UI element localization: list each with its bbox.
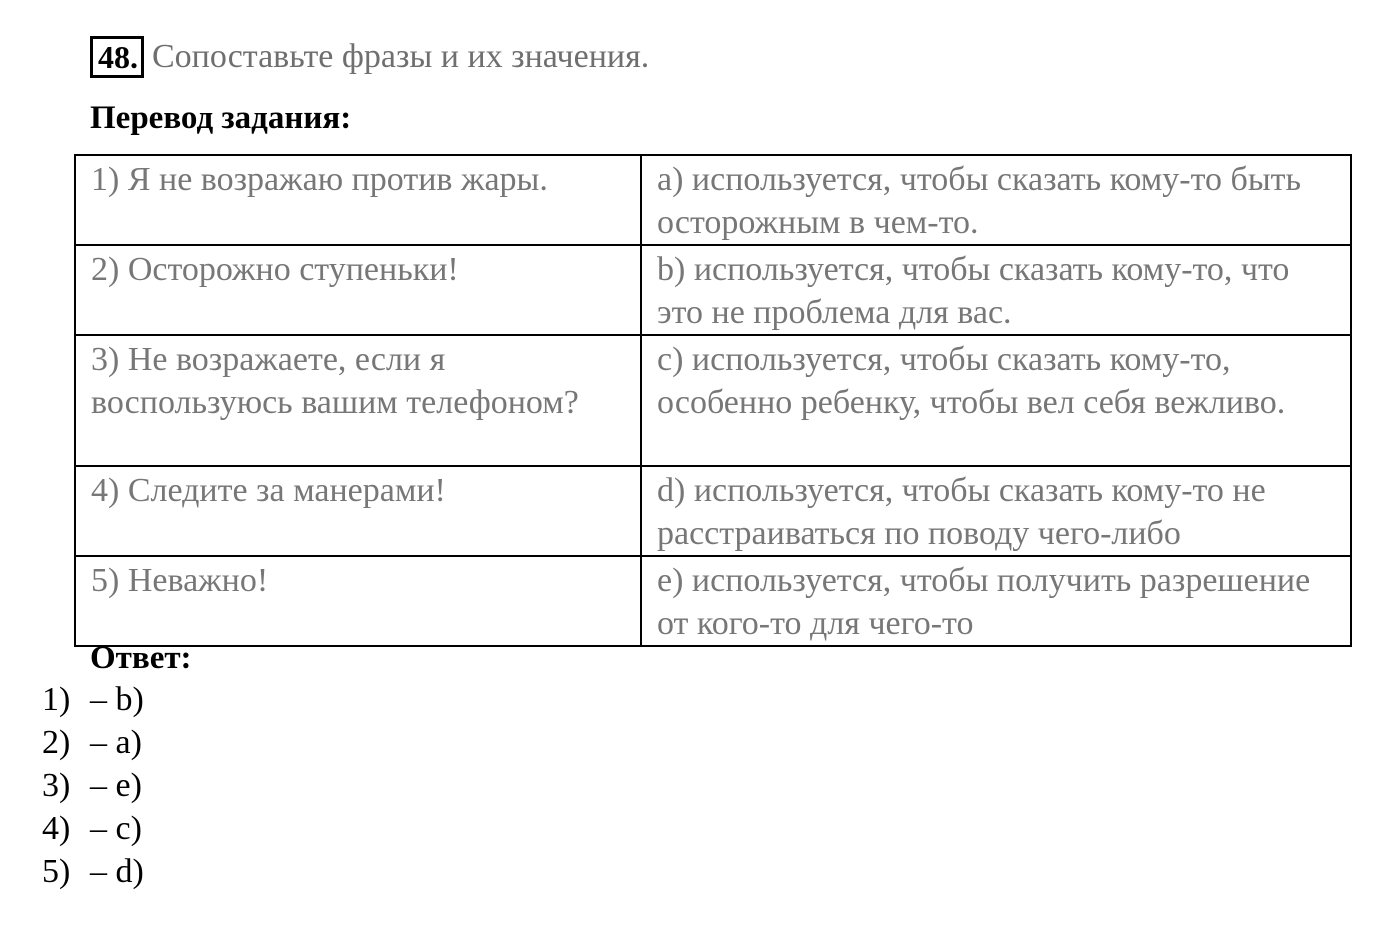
- answer-value: – e): [90, 767, 142, 804]
- table-row: [75, 245, 1351, 335]
- answer-number: 3): [42, 767, 71, 804]
- meaning-cell: b) используется, чтобы сказать кому-то, что это не проблема для вас.: [641, 245, 1351, 335]
- task-instruction: Сопоставьте фразы и их значения.: [152, 38, 650, 75]
- answer-number: 4): [42, 810, 71, 847]
- meaning-cell: d) используется, чтобы сказать кому-то не расстраиваться по поводу чего-либо: [641, 466, 1351, 556]
- phrase-cell: 3) Не возражаете, если я воспользуюсь вашим телефоном?: [75, 335, 641, 466]
- list-item: [42, 764, 144, 807]
- translation-heading: Перевод задания:: [90, 100, 352, 136]
- table-row: [75, 466, 1351, 556]
- answer-number: 1): [42, 681, 71, 718]
- phrase-cell: 5) Неважно!: [75, 556, 641, 646]
- matching-table: [74, 154, 1352, 647]
- meaning-cell: a) используется, чтобы сказать кому-то быть осторожным в чем-то.: [641, 155, 1351, 245]
- list-item: [42, 850, 144, 893]
- answer-heading: Ответ:: [90, 640, 192, 676]
- task-header: [90, 34, 649, 80]
- meaning-cell: e) используется, чтобы получить разрешение от кого-то для чего-то: [641, 556, 1351, 646]
- answer-value: – a): [90, 724, 142, 761]
- phrase-cell: 4) Следите за манерами!: [75, 466, 641, 556]
- phrase-cell: 1) Я не возражаю против жары.: [75, 155, 641, 245]
- list-item: [42, 807, 144, 850]
- table-row: [75, 335, 1351, 466]
- phrase-cell: 2) Осторожно ступеньки!: [75, 245, 641, 335]
- list-item: [42, 721, 144, 764]
- answer-number: 5): [42, 853, 71, 890]
- answer-value: – c): [90, 810, 142, 847]
- answer-value: – d): [90, 853, 144, 890]
- task-number: 48.: [90, 36, 144, 78]
- table-row: [75, 556, 1351, 646]
- answer-number: 2): [42, 724, 71, 761]
- table-row: [75, 155, 1351, 245]
- answer-list: [42, 678, 144, 893]
- list-item: [42, 678, 144, 721]
- answer-value: – b): [90, 681, 144, 718]
- meaning-cell: c) используется, чтобы сказать кому-то, особенно ребенку, чтобы вел себя вежливо.: [641, 335, 1351, 466]
